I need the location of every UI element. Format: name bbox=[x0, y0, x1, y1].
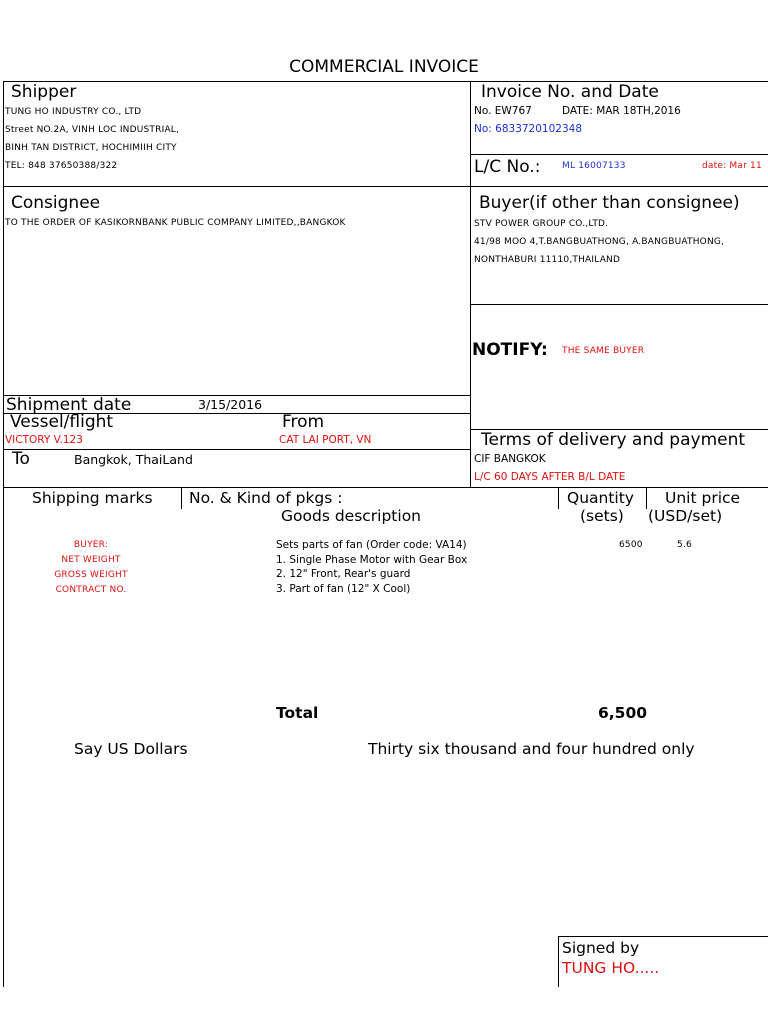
shipper-line: Street NO.2A, VINH LOC INDUSTRIAL, bbox=[5, 125, 180, 135]
shipment-date-value: 3/15/2016 bbox=[198, 397, 263, 412]
notify-label: NOTIFY: bbox=[472, 340, 548, 360]
total-quantity: 6,500 bbox=[598, 704, 648, 722]
shipper-line: BINH TAN DISTRICT, HOCHIMIIH CITY bbox=[5, 143, 177, 153]
goods-line: 2. 12" Front, Rear's guard bbox=[276, 568, 411, 580]
document-title: COMMERCIAL INVOICE bbox=[289, 57, 479, 77]
invoice-ref-number: No: 6833720102348 bbox=[474, 123, 582, 135]
goods-line: 3. Part of fan (12" X Cool) bbox=[276, 583, 411, 595]
buyer-line: 41/98 MOO 4,T.BANGBUATHONG, A.BANGBUATHONG, bbox=[474, 237, 725, 247]
table-top-line bbox=[3, 487, 768, 488]
invoice-lc-divider bbox=[470, 154, 768, 155]
buyer-line: STV POWER GROUP CO.,LTD. bbox=[474, 219, 609, 229]
signed-top-line bbox=[558, 936, 768, 937]
terms-payment: L/C 60 DAYS AFTER B/L DATE bbox=[474, 471, 626, 483]
signed-by-value: TUNG HO..... bbox=[562, 959, 660, 977]
shipping-mark: NET WEIGHT bbox=[61, 555, 121, 565]
col-header-unit-price: Unit price bbox=[665, 489, 741, 507]
shipper-consignee-divider bbox=[3, 186, 768, 187]
col-header-packages: No. & Kind of pkgs : bbox=[189, 489, 343, 507]
to-top-line bbox=[3, 449, 470, 450]
signed-by-label: Signed by bbox=[562, 939, 640, 957]
goods-line: 1. Single Phase Motor with Gear Box bbox=[276, 554, 468, 566]
shipping-mark: CONTRACT NO. bbox=[55, 585, 127, 595]
goods-line: Sets parts of fan (Order code: VA14) bbox=[276, 539, 467, 551]
vessel-value: VICTORY V.123 bbox=[5, 434, 83, 446]
consignee-heading: Consignee bbox=[11, 193, 101, 213]
invoice-date: DATE: MAR 18TH,2016 bbox=[562, 105, 681, 117]
header-col-sep-1 bbox=[181, 487, 182, 509]
col-header-quantity-unit: (sets) bbox=[580, 507, 624, 525]
say-label: Say US Dollars bbox=[74, 740, 188, 758]
unit-price-value: 5.6 bbox=[677, 540, 692, 550]
from-label: From bbox=[282, 412, 325, 432]
lc-date: date: Mar 11 bbox=[702, 161, 762, 171]
col-header-quantity: Quantity bbox=[567, 489, 634, 507]
shipment-date-label: Shipment date bbox=[6, 395, 132, 415]
signed-left-line bbox=[558, 936, 559, 987]
invoice-heading: Invoice No. and Date bbox=[481, 82, 659, 102]
frame-left-line bbox=[3, 81, 4, 987]
amount-in-words: Thirty six thousand and four hundred only bbox=[368, 740, 695, 758]
col-header-price-unit: (USD/set) bbox=[648, 507, 723, 525]
quantity-value: 6500 bbox=[619, 540, 643, 550]
total-label: Total bbox=[276, 704, 319, 722]
center-divider-line bbox=[470, 81, 471, 487]
from-value: CAT LAI PORT, VN bbox=[279, 434, 372, 446]
notify-value: THE SAME BUYER bbox=[562, 346, 645, 356]
shipping-mark: BUYER: bbox=[73, 540, 109, 550]
lc-label: L/C No.: bbox=[474, 157, 541, 177]
lc-number: ML 16007133 bbox=[562, 161, 626, 171]
invoice-number: No. EW767 bbox=[474, 105, 532, 117]
col-header-shipping-marks: Shipping marks bbox=[32, 489, 153, 507]
shipper-heading: Shipper bbox=[11, 82, 77, 102]
buyer-notify-divider bbox=[470, 304, 768, 305]
shipping-mark: GROSS WEIGHT bbox=[54, 570, 128, 580]
terms-heading: Terms of delivery and payment bbox=[481, 430, 746, 450]
consignee-line: TO THE ORDER OF KASIKORNBANK PUBLIC COMPANY LIMITED,,BANGKOK bbox=[5, 218, 346, 228]
buyer-line: NONTHABURI 11110,THAILAND bbox=[474, 255, 621, 265]
buyer-heading: Buyer(if other than consignee) bbox=[479, 193, 740, 213]
shipper-line: TEL: 848 37650388/322 bbox=[5, 161, 118, 171]
header-col-sep-2 bbox=[558, 487, 559, 509]
to-value: Bangkok, ThaiLand bbox=[74, 452, 193, 467]
header-col-sep-3 bbox=[646, 487, 647, 509]
terms-delivery: CIF BANGKOK bbox=[474, 453, 546, 465]
to-label: To bbox=[12, 449, 30, 469]
col-header-goods-description: Goods description bbox=[281, 507, 421, 525]
shipper-line: TUNG HO INDUSTRY CO., LTD bbox=[5, 107, 142, 117]
vessel-label: Vessel/flight bbox=[10, 412, 114, 432]
